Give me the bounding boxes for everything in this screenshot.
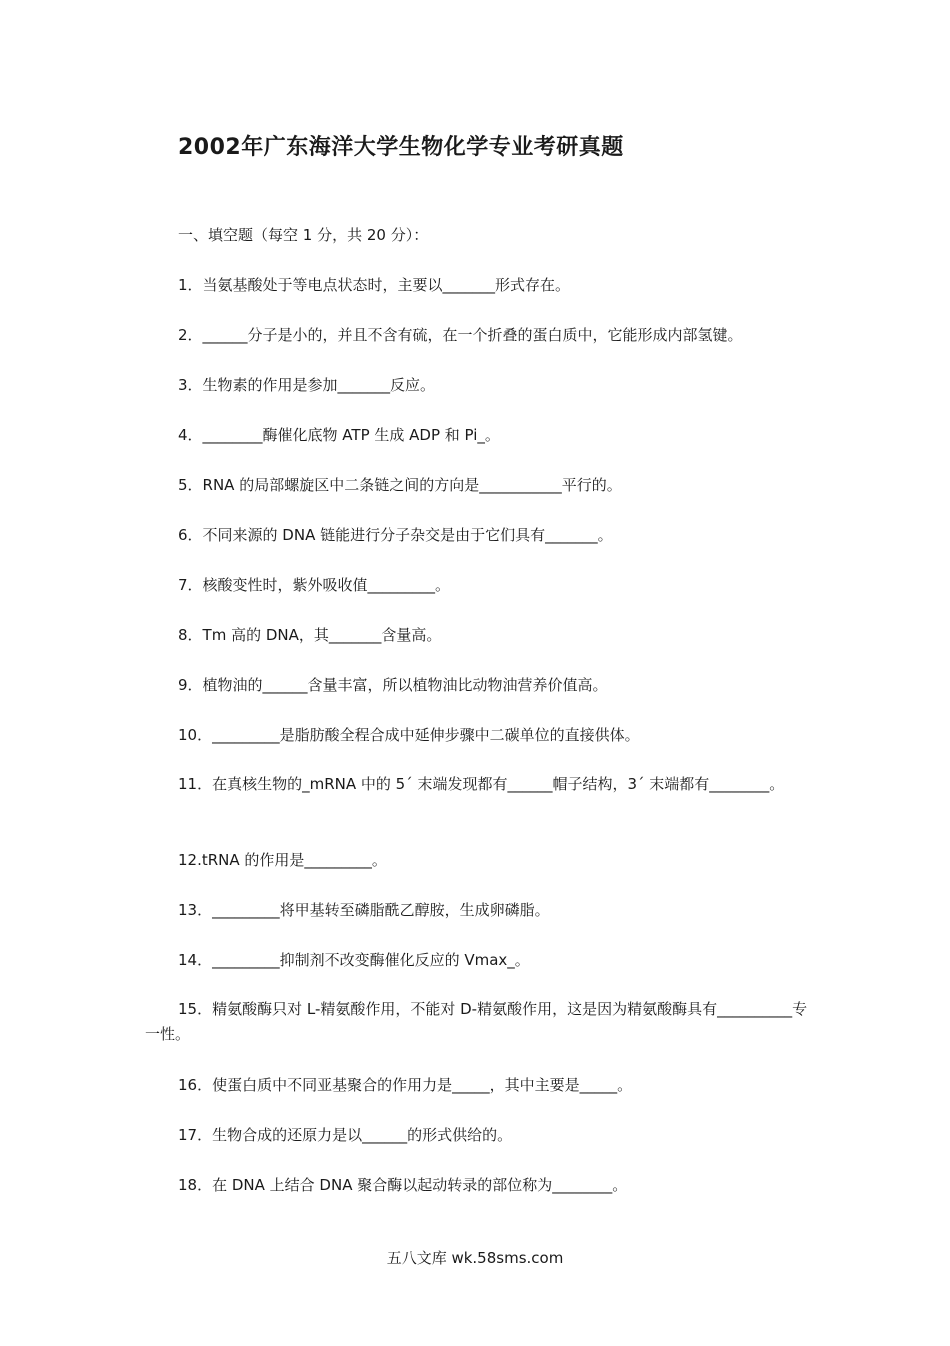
question-14: 14．_________抑制剂不改变酶催化反应的 Vmax_。 [178,951,530,969]
question-8: 8．Tm 高的 DNA，其_______含量高。 [178,626,442,644]
question-7: 7．核酸变性时，紫外吸收值_________。 [178,576,451,594]
question-10: 10．_________是脂肪酸全程合成中延伸步骤中二碳单位的直接供体。 [178,726,640,744]
question-13: 13．_________将甲基转至磷脂酰乙醇胺，生成卵磷脂。 [178,901,550,919]
question-18: 18．在 DNA 上结合 DNA 聚合酶以起动转录的部位称为________。 [178,1176,628,1194]
question-15: 15．精氨酸酶只对 L-精氨酸作用，不能对 D-精氨酸作用，这是因为精氨酸酶具有__________专一性。 [145,1000,808,1043]
question-4: 4．________酶催化底物 ATP 生成 ADP 和 Pi_。 [178,426,500,444]
page-title: 2002年广东海洋大学生物化学专业考研真题 [178,135,624,160]
question-6: 6．不同来源的 DNA 链能进行分子杂交是由于它们具有_______。 [178,526,613,544]
question-5: 5．RNA 的局部螺旋区中二条链之间的方向是___________平行的。 [178,476,622,494]
question-16: 16．使蛋白质中不同亚基聚合的作用力是_____，其中主要是_____。 [178,1076,633,1094]
footer-watermark: 五八文库 wk.58sms.com [386,1249,564,1267]
question-1: 1．当氨基酸处于等电点状态时，主要以_______形式存在。 [178,276,571,294]
question-11: 11．在真核生物的_mRNA 中的 5´ 末端发现都有______帽子结构，3´ 末端都有________。 [178,775,785,793]
section-heading: 一、填空题（每空 1 分，共 20 分）： [178,226,429,244]
question-9: 9．植物油的______含量丰富，所以植物油比动物油营养价值高。 [178,676,608,694]
question-3: 3．生物素的作用是参加_______反应。 [178,376,436,394]
question-17: 17．生物合成的还原力是以______的形式供给的。 [178,1126,513,1144]
question-12: 12.tRNA 的作用是_________。 [178,851,387,869]
question-2: 2．______分子是小的，并且不含有硫，在一个折叠的蛋白质中，它能形成内部氢键。 [178,326,743,344]
